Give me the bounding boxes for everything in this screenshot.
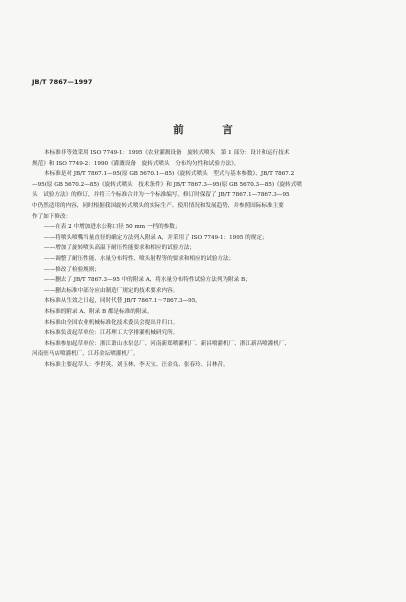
paragraph-line: 本标准由全国农业机械标准化技术委员会提出并归口。 (44, 319, 179, 326)
paragraph-line: 本标准从生效之日起，同时代替 JB/T 7867.1～7867.3—95。 (44, 298, 201, 305)
list-item: ——修改了检验规则； (44, 266, 100, 273)
paragraph-line: 头 试验方法》的修订，并将三个标准合并为一个标准编写。修订时保留了 JB/T 7867.1—7867.3—95 (32, 192, 290, 199)
list-item: ——调整了耐压性能、水量分布特性、喷头射程等的要求和相应的试验方法； (44, 255, 235, 262)
standard-code: JB/T 7867—1997 (32, 78, 93, 86)
list-item: ——删去标准中部分应由制造厂规定的技术要求内容。 (44, 287, 179, 294)
paragraph-line: 本标准负责起草单位：江苏理工大学排灌机械研究所。 (44, 330, 179, 337)
foreword-body (32, 148, 372, 370)
paragraph-line: 本标准非等效采用 ISO 7749-1：1995《农业灌溉设备 旋转式喷头 第 1 部分：设计和运行技术 (44, 150, 290, 156)
paragraph-line: —95(原 GB 5670.2—85)《旋转式喷头 技术条件》和 JB/T 7867.3—95(原 GB 5670.3—85)《旋转式喷 (32, 181, 302, 188)
paragraph-line: 本标准的附录 A、附录 B 都是标准的附录。 (44, 308, 153, 315)
paragraph-line: 规范》和 ISO 7749-2：1990《灌溉设备 旋转式喷头 分布均匀性和试验方法》。 (32, 160, 240, 167)
paragraph-line: 本标准参加起草单位：浙江萧山水泵总厂、河南新郑喷灌机厂、新昌喷灌机厂、浙江新昌喷灌机厂、 (44, 340, 291, 347)
paragraph-line: 作了如下修改： (32, 213, 72, 220)
paragraph-line: 河南驻马店喷灌机厂、江苏金坛喷灌机厂。 (32, 351, 139, 358)
list-item: ——将喷头喷嘴当量直径的确定方法列入附录 A，并采用了 ISO 7749-1：1995 的规定； (44, 234, 268, 241)
paragraph-line: 本标准是对 JB/T 7867.1—95(原 GB 5670.1—85)《旋转式喷头 型式与基本参数》、JB/T 7867.2 (44, 171, 295, 178)
list-item: ——删去了 JB/T 7867.3—95 中的附录 A，将水量分布特性试验方法列为附录 B； (44, 277, 251, 284)
paragraph-line: 本标准主要起草人：李世英、刘玉林、李天宝、汪金良、张春玲、吕林昔。 (44, 361, 229, 368)
paragraph-line: 中仍然适用的内容，同时根据我国旋转式喷头的实际生产、使用情况和发展趋势，并参照国际标准主要 (32, 202, 284, 209)
page-title: 前 言 (173, 124, 247, 136)
list-item: ——在表 2 中增加进水公称口径 50 mm 一档的参数； (44, 224, 181, 231)
list-item: ——增加了旋转喷头高温下耐压性能要求和相应的试验方法； (44, 245, 196, 252)
